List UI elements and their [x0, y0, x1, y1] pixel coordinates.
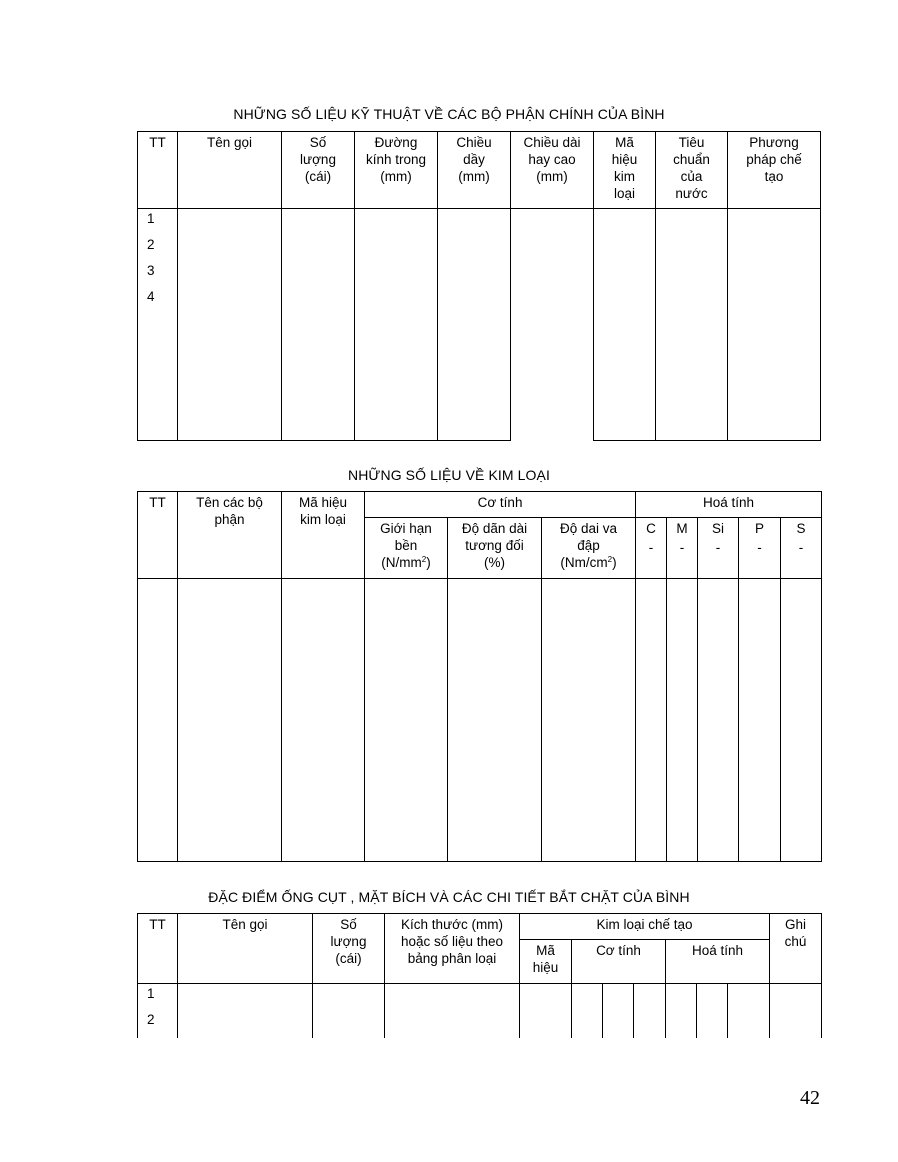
- table2-cell: [138, 579, 178, 862]
- table3-cell: [572, 984, 603, 1039]
- table2-cell: [739, 579, 781, 862]
- table3-cell: [385, 984, 520, 1039]
- table3-header-name: Tên gọi: [178, 914, 313, 984]
- table1-header-row: [138, 132, 821, 209]
- table2-header-tensile-strength: Giới hạn bền $(N/mm^2)$: [365, 518, 448, 579]
- table1-header-inner-diameter: Đường kính trong (mm): [355, 132, 438, 209]
- row-number: 2: [147, 237, 155, 252]
- table1-cell: [656, 209, 728, 441]
- metal-data-table: [137, 491, 822, 862]
- table3-cell: [728, 984, 770, 1039]
- table2-header-metal-code: Mã hiệu kim loại: [282, 492, 365, 579]
- table1-cell: [282, 209, 355, 441]
- table1-header-standard: Tiêu chuẩn của nước: [656, 132, 728, 209]
- table2-cell: [365, 579, 448, 862]
- table2-header-impact-toughness: Độ dai va đập $(Nm/cm^2)$: [542, 518, 636, 579]
- table3-header-note: Ghi chú: [770, 914, 822, 984]
- table3-cell: [313, 984, 385, 1039]
- table1-header-length: Chiều dài hay cao (mm): [511, 132, 594, 209]
- table2-header-part-name: Tên các bộ phận: [178, 492, 282, 579]
- table2-header-elongation: Độ dãn dài tương đối (%): [448, 518, 542, 579]
- technical-specs-table: [137, 131, 821, 441]
- table2-cell: [178, 579, 282, 862]
- table1-cell: [511, 209, 594, 441]
- table3-header-metal: Kim loại chế tạo: [520, 914, 770, 940]
- table2-header-chemical: Hoá tính: [636, 492, 822, 518]
- table2-header-mechanical: Cơ tính: [365, 492, 636, 518]
- table2-cell: [282, 579, 365, 862]
- fittings-table: [137, 913, 822, 1038]
- table1-title: NHỮNG SỐ LIỆU KỸ THUẬT VỀ CÁC BỘ PHẬN CHÍNH CỦA BÌNH: [233, 106, 665, 122]
- row-number: 3: [147, 263, 155, 278]
- table3-header-size: Kích thước (mm) hoặc số liệu theo bảng phân loại: [385, 914, 520, 984]
- row-number: 4: [147, 289, 155, 304]
- table3-header-row-1: [138, 914, 822, 940]
- table1-cell: [594, 209, 656, 441]
- table3-cell: [603, 984, 634, 1039]
- table1-header-quantity: Số lượng (cái): [282, 132, 355, 209]
- table2-cell: [698, 579, 739, 862]
- table1-cell: [355, 209, 438, 441]
- table3-cell: [697, 984, 728, 1039]
- page-number: 42: [800, 1087, 820, 1109]
- table1-cell: [178, 209, 282, 441]
- table2-header-row-1: [138, 492, 822, 518]
- table1-body-row: [138, 209, 821, 441]
- table2-title: NHỮNG SỐ LIỆU VỀ KIM LOẠI: [348, 467, 550, 483]
- table2-cell: [636, 579, 667, 862]
- table3-row-numbers: [138, 984, 178, 1039]
- table1-row-numbers: [138, 209, 178, 441]
- table3-cell: [770, 984, 822, 1039]
- table2-cell: [448, 579, 542, 862]
- table2-cell: [542, 579, 636, 862]
- table3-cell: [178, 984, 313, 1039]
- table2-cell: [667, 579, 698, 862]
- table1-cell: [728, 209, 821, 441]
- table3-header-metal-code: Mã hiệu: [520, 940, 572, 984]
- table1-header-tt: TT: [138, 132, 178, 209]
- table1-header-metal-code: Mã hiệu kim loại: [594, 132, 656, 209]
- table2-header-tt: TT: [138, 492, 178, 579]
- table1-header-method: Phương pháp chế tạo: [728, 132, 821, 209]
- table3-header-tt: TT: [138, 914, 178, 984]
- table2-cell: [781, 579, 822, 862]
- table2-header-chem-c: C -: [636, 518, 667, 579]
- table2-body-row: [138, 579, 822, 862]
- table2-header-chem-si: Si -: [698, 518, 739, 579]
- table1-cell: [438, 209, 511, 441]
- row-number: 1: [147, 211, 155, 226]
- table1-header-name: Tên gọi: [178, 132, 282, 209]
- table2-header-chem-s: S -: [781, 518, 822, 579]
- table2-header-chem-p: P -: [739, 518, 781, 579]
- row-number: 2: [147, 1012, 155, 1027]
- table3-cell: [634, 984, 666, 1039]
- table3-header-mechanical: Cơ tính: [572, 940, 666, 984]
- table3-title: ĐẶC ĐIỂM ỐNG CỤT , MẶT BÍCH VÀ CÁC CHI TIẾT BẮT CHẶT CỦA BÌNH: [208, 889, 690, 905]
- row-number: 1: [147, 986, 155, 1001]
- table2-header-chem-m: M -: [667, 518, 698, 579]
- table3-header-chemical: Hoá tính: [666, 940, 770, 984]
- table3-body-row: [138, 984, 822, 1039]
- table1-header-thickness: Chiều dầy (mm): [438, 132, 511, 209]
- table3-cell: [520, 984, 572, 1039]
- table3-cell: [666, 984, 697, 1039]
- table3-header-quantity: Số lượng (cái): [313, 914, 385, 984]
